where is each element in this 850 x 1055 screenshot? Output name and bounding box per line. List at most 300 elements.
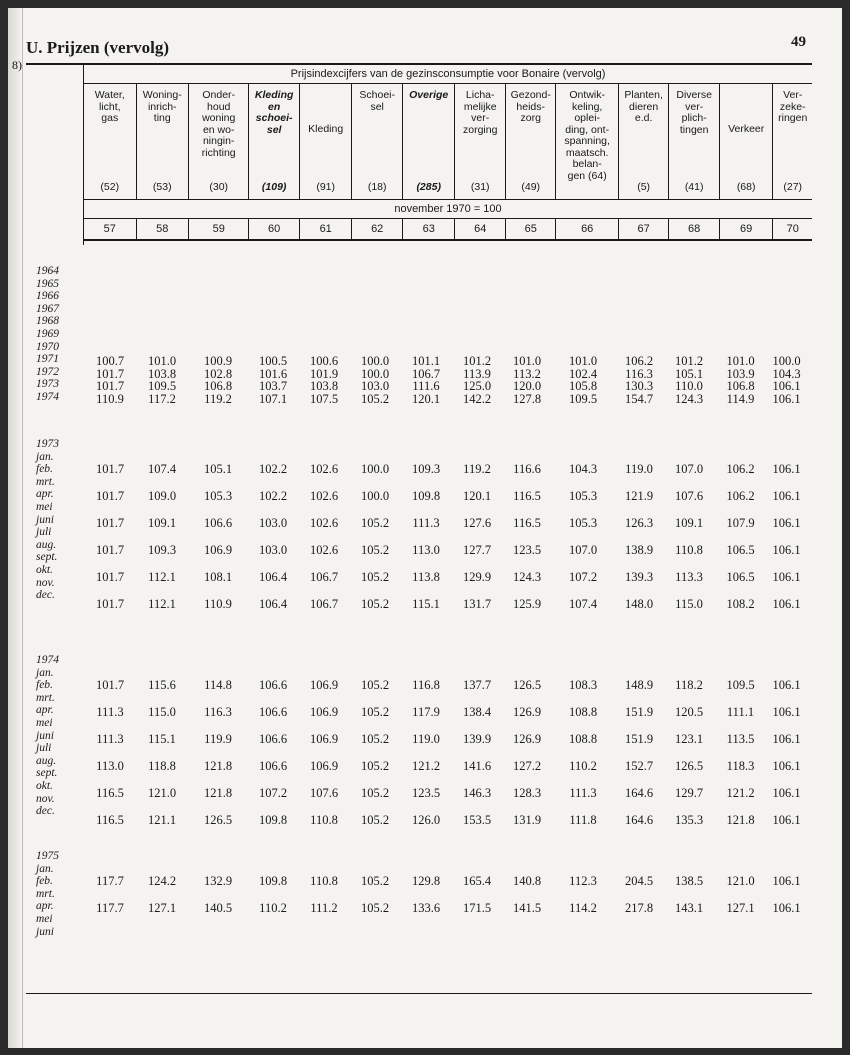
table-cell: 111.6	[412, 379, 440, 394]
table-cell: 127.6	[462, 516, 492, 530]
table-cell: 110.0	[675, 379, 703, 394]
table-cell: 119.2	[463, 462, 491, 476]
table-cell: 118.8	[148, 759, 176, 773]
table-cell: 165.4	[462, 874, 492, 888]
table-cell: 106.9	[309, 732, 339, 746]
table-cell: 102.6	[309, 489, 339, 503]
column-weight: (5)	[637, 180, 651, 193]
table-cell: 109.5	[147, 379, 177, 394]
table-cell: 133.6	[411, 901, 441, 915]
table-cell: 106.7	[309, 597, 339, 611]
column-weight: (109)	[261, 180, 287, 193]
table-cell: 139.9	[462, 732, 492, 746]
table-cell: 109.5	[726, 678, 755, 692]
table-cell: 105.2	[360, 759, 390, 773]
table-cell: 106.6	[258, 759, 288, 773]
table-cell: 131.9	[512, 813, 542, 827]
table-cell: 140.8	[512, 874, 542, 888]
table-cell: 105.2	[360, 732, 390, 746]
table-cell: 125.9	[512, 597, 542, 611]
table-cell: 123.5	[512, 543, 542, 557]
column-header	[189, 84, 249, 199]
table-cell: 115.1	[148, 732, 176, 746]
table-cell: 108.8	[568, 732, 598, 746]
table-cell: 140.5	[203, 901, 233, 915]
table-cell: 106.9	[203, 543, 233, 557]
table-cell: 105.3	[568, 489, 598, 503]
table-cell: 106.5	[726, 543, 755, 557]
table-cell: 107.9	[726, 516, 755, 530]
column-header	[619, 84, 670, 199]
table-cell: 116.5	[96, 813, 124, 827]
table-row	[84, 732, 812, 747]
table-cell: 106.1	[772, 813, 801, 827]
column-weight: (91)	[316, 180, 336, 193]
table-row	[84, 392, 812, 407]
table-cell: 101.2	[674, 354, 704, 368]
table-cell: 124.2	[147, 874, 177, 888]
table-cell: 129.7	[674, 786, 704, 800]
column-number: 60	[249, 219, 300, 239]
column-number: 66	[556, 219, 618, 239]
column-label: Verkeer	[728, 123, 765, 135]
table-cell: 111.2	[310, 901, 338, 915]
table-cell: 148.0	[624, 597, 654, 611]
table-cell: 106.9	[309, 759, 339, 773]
table-cell: 103.9	[726, 366, 755, 381]
page	[8, 8, 842, 1048]
table-cell: 106.1	[772, 462, 801, 476]
column-headers	[84, 84, 812, 200]
table-cell: 106.6	[258, 678, 288, 692]
table-cell: 106.1	[772, 678, 801, 692]
table-cell: 109.1	[147, 516, 177, 530]
table-cell: 142.2	[462, 391, 492, 406]
table-cell: 125.0	[462, 379, 492, 394]
table-cell: 101.2	[462, 354, 492, 368]
table-cell: 111.3	[96, 705, 124, 719]
table-cell: 101.0	[568, 354, 598, 368]
table-cell: 217.8	[624, 901, 654, 915]
table-cell: 100.9	[203, 354, 233, 368]
table-cell: 127.1	[147, 901, 177, 915]
table-cell: 105.2	[360, 705, 390, 719]
table-cell: 109.0	[147, 489, 177, 503]
table-cell: 110.9	[204, 597, 232, 611]
table-cell: 107.2	[568, 570, 598, 584]
table-cell: 113.3	[675, 570, 703, 584]
table-cell: 104.3	[568, 462, 598, 476]
table-cell: 107.6	[674, 489, 704, 503]
table-cell: 114.2	[569, 901, 597, 915]
table-row	[84, 786, 812, 801]
table-cell: 106.1	[772, 732, 801, 746]
table-cell: 127.8	[512, 391, 542, 406]
table-cell: 106.8	[726, 379, 755, 394]
column-header	[773, 84, 812, 199]
table-cell: 109.8	[258, 813, 288, 827]
table-cell: 121.0	[726, 874, 755, 888]
table-cell: 101.0	[512, 354, 542, 368]
column-weight: (18)	[367, 180, 387, 193]
column-header	[403, 84, 456, 199]
table-cell: 100.0	[360, 366, 390, 381]
table-cell: 113.2	[513, 366, 541, 381]
table-cell: 146.3	[462, 786, 492, 800]
table-cell: 100.0	[360, 354, 390, 368]
bottom-rule	[26, 993, 812, 994]
table-header	[84, 65, 812, 241]
table-cell: 106.1	[772, 516, 801, 530]
column-label: Schoei- sel	[359, 89, 395, 113]
table-cell: 108.2	[726, 597, 755, 611]
table-cell: 106.9	[309, 705, 339, 719]
table-cell: 105.2	[360, 516, 390, 530]
table-cell: 123.1	[674, 732, 704, 746]
table-cell: 119.2	[204, 391, 232, 406]
table-cell: 105.2	[360, 543, 390, 557]
table-cell: 126.5	[512, 678, 542, 692]
table-cell: 121.9	[624, 489, 654, 503]
table-cell: 121.0	[147, 786, 177, 800]
table-cell: 101.7	[95, 462, 125, 476]
table-cell: 132.9	[203, 874, 233, 888]
table-cell: 110.9	[96, 391, 124, 406]
column-label: Overige	[409, 89, 449, 101]
column-number: 63	[403, 219, 456, 239]
table-row	[84, 597, 812, 612]
column-header	[249, 84, 300, 199]
table-cell: 100.0	[360, 462, 390, 476]
table-cell: 106.4	[258, 597, 288, 611]
table-cell: 101.7	[95, 366, 125, 381]
table-cell: 113.0	[96, 759, 124, 773]
table-cell: 148.9	[624, 678, 654, 692]
table-cell: 117.9	[412, 705, 440, 719]
table-cell: 126.9	[512, 705, 542, 719]
table-cell: 121.8	[726, 813, 755, 827]
table-cell: 127.7	[462, 543, 492, 557]
table-cell: 115.1	[412, 597, 440, 611]
column-header	[352, 84, 403, 199]
table-cell: 107.1	[258, 391, 288, 406]
table-cell: 100.0	[360, 489, 390, 503]
table-cell: 129.8	[411, 874, 441, 888]
table-cell: 121.2	[726, 786, 755, 800]
column-weight: (53)	[152, 180, 172, 193]
table-cell: 113.5	[726, 732, 755, 746]
table-cell: 107.2	[258, 786, 288, 800]
table-cell: 117.7	[96, 901, 124, 915]
column-weight: (49)	[521, 180, 541, 193]
table-cell: 116.6	[513, 462, 541, 476]
table-cell: 102.8	[203, 366, 233, 381]
table-cell: 119.0	[625, 462, 653, 476]
table-cell: 112.3	[569, 874, 597, 888]
table-cell: 109.8	[258, 874, 288, 888]
table-cell: 101.7	[95, 570, 125, 584]
table-cell: 107.0	[568, 543, 598, 557]
table-cell: 102.6	[309, 543, 339, 557]
column-number: 65	[506, 219, 557, 239]
column-number: 58	[137, 219, 190, 239]
table-cell: 105.1	[674, 366, 704, 381]
table-cell: 101.7	[95, 489, 125, 503]
table-cell: 126.9	[512, 732, 542, 746]
table-cell: 110.8	[310, 813, 338, 827]
column-label: Kleding en schoei- sel	[254, 89, 294, 136]
table-cell: 105.2	[360, 874, 390, 888]
table-cell: 106.6	[258, 705, 288, 719]
table-cell: 118.2	[675, 678, 703, 692]
table-row	[84, 516, 812, 531]
column-weight: (30)	[209, 180, 229, 193]
table-cell: 127.1	[726, 901, 755, 915]
table-cell: 106.1	[772, 379, 801, 394]
column-weight: (27)	[783, 180, 803, 193]
book-spine	[8, 8, 23, 1048]
table-cell: 126.5	[203, 813, 233, 827]
column-label: Ontwik- keling, oplei- ding, ont- spanning, maatsch. belan- gen (64)	[564, 89, 610, 182]
table-cell: 100.7	[95, 354, 125, 368]
table-cell: 121.1	[147, 813, 177, 827]
table-cell: 100.0	[772, 354, 801, 368]
table-cell: 106.2	[726, 489, 755, 503]
table-cell: 103.0	[258, 516, 288, 530]
table-cell: 113.0	[412, 543, 440, 557]
table-cell: 121.8	[203, 759, 233, 773]
period-labels: 1975 jan. feb. mrt. apr. mei juni	[36, 850, 59, 938]
table-cell: 126.3	[624, 516, 654, 530]
table-cell: 106.9	[309, 678, 339, 692]
table-super-title: Prijsindexcijfers van de gezinsconsumptie voor Bonaire (vervolg)	[84, 65, 812, 84]
table-cell: 105.2	[360, 901, 390, 915]
table-cell: 106.1	[772, 759, 801, 773]
table-cell: 107.0	[674, 462, 704, 476]
table-cell: 112.1	[148, 570, 176, 584]
column-header	[455, 84, 506, 199]
margin-mark: 8)	[12, 58, 22, 72]
column-number: 70	[786, 223, 799, 235]
table-cell: 119.0	[412, 732, 440, 746]
table-cell: 102.4	[568, 366, 598, 381]
table-cell: 105.2	[360, 678, 390, 692]
table-cell: 106.7	[309, 570, 339, 584]
table-cell: 106.1	[772, 391, 801, 406]
column-number: 69	[720, 219, 773, 239]
table-cell: 135.3	[674, 813, 704, 827]
table-cell: 102.2	[258, 489, 288, 503]
table-cell: 104.3	[772, 366, 801, 381]
table-cell: 131.7	[462, 597, 492, 611]
column-label: Diverse ver- plich- tingen	[676, 89, 712, 136]
column-weight: (285)	[416, 180, 441, 193]
table-cell: 101.9	[309, 366, 339, 381]
table-cell: 204.5	[624, 874, 654, 888]
table-cell: 123.5	[411, 786, 441, 800]
table-row	[84, 489, 812, 504]
table-cell: 120.1	[462, 489, 492, 503]
table-cell: 105.2	[360, 570, 390, 584]
table-cell: 111.3	[412, 516, 440, 530]
column-label: Kleding	[308, 123, 344, 135]
column-label: Planten, dieren e.d.	[624, 89, 663, 124]
table-cell: 109.3	[411, 462, 441, 476]
column-number: 59	[189, 219, 249, 239]
table-cell: 100.5	[258, 354, 288, 368]
table-cell: 121.2	[411, 759, 441, 773]
column-label: Ver- zeke- ringen	[778, 89, 808, 124]
table-cell: 106.6	[258, 732, 288, 746]
table-cell: 106.7	[411, 366, 441, 381]
table-cell: 106.1	[772, 901, 801, 915]
table-row	[84, 901, 812, 916]
table-cell: 151.9	[624, 705, 654, 719]
table-cell: 124.3	[512, 570, 542, 584]
table-cell: 109.1	[674, 516, 704, 530]
column-number: 57	[84, 219, 137, 239]
table-cell: 105.1	[203, 462, 233, 476]
table-cell: 115.0	[148, 705, 176, 719]
table-cell: 103.0	[258, 543, 288, 557]
table-cell: 106.8	[203, 379, 233, 394]
table-cell: 103.0	[360, 379, 390, 394]
table-cell: 138.5	[674, 874, 704, 888]
column-header	[556, 84, 618, 199]
table-cell: 102.2	[258, 462, 288, 476]
table-row	[84, 462, 812, 477]
table-cell: 105.3	[203, 489, 233, 503]
table-cell: 106.1	[772, 705, 801, 719]
table-cell: 164.6	[624, 813, 654, 827]
table-cell: 109.3	[147, 543, 177, 557]
table-cell: 143.1	[674, 901, 704, 915]
table-cell: 102.6	[309, 462, 339, 476]
table-cell: 120.0	[512, 379, 542, 394]
table-cell: 102.6	[309, 516, 339, 530]
table-cell: 120.5	[674, 705, 704, 719]
table-cell: 107.4	[147, 462, 177, 476]
table-cell: 115.0	[675, 597, 703, 611]
table-cell: 113.8	[412, 570, 440, 584]
column-label: Woning- inrich- ting	[142, 89, 182, 124]
table-cell: 103.8	[147, 366, 177, 381]
table-row	[84, 570, 812, 585]
column-numbers	[84, 219, 812, 241]
table-cell: 110.8	[675, 543, 703, 557]
table-cell: 110.8	[310, 874, 338, 888]
table-row	[84, 874, 812, 889]
column-weight: (68)	[736, 180, 756, 193]
column-number: 64	[455, 219, 506, 239]
column-number: 61	[300, 219, 353, 239]
table-cell: 101.7	[95, 379, 125, 394]
column-header	[720, 84, 773, 199]
table-row	[84, 759, 812, 774]
table-cell: 141.5	[512, 901, 542, 915]
table-cell: 121.8	[203, 786, 233, 800]
table-cell: 105.2	[360, 786, 390, 800]
table-cell: 107.6	[309, 786, 339, 800]
table-cell: 103.8	[309, 379, 339, 394]
table-cell: 106.1	[772, 786, 801, 800]
table-cell: 139.3	[624, 570, 654, 584]
table-cell: 113.9	[463, 366, 491, 381]
column-number: 68	[669, 219, 720, 239]
table-cell: 107.5	[309, 391, 339, 406]
column-label: Water, licht, gas	[94, 89, 125, 124]
annual-year-labels: 1964 1965 1966 1967 1968 1969 1970 1971 1972 1973 1974	[36, 265, 59, 403]
table-cell: 106.4	[258, 570, 288, 584]
table-cell: 106.1	[772, 874, 801, 888]
table-cell: 111.1	[726, 705, 755, 719]
table-cell: 118.3	[726, 759, 755, 773]
table-cell: 116.3	[204, 705, 232, 719]
table-cell: 110.2	[569, 759, 597, 773]
table-cell: 116.5	[513, 489, 541, 503]
column-label: Licha- melijke ver- zorging	[462, 89, 498, 136]
table-cell: 106.1	[772, 543, 801, 557]
column-label: Onder- houd woning en wo- ningin- richting	[201, 89, 236, 159]
table-cell: 101.7	[95, 543, 125, 557]
table-cell: 111.3	[569, 786, 597, 800]
table-cell: 152.7	[624, 759, 654, 773]
table-cell: 117.2	[148, 391, 176, 406]
table-cell: 105.2	[360, 391, 390, 406]
column-header	[506, 84, 557, 199]
column-header	[137, 84, 190, 199]
table-cell: 119.9	[204, 732, 232, 746]
table-cell: 101.6	[258, 366, 288, 381]
column-weight: (31)	[470, 180, 490, 193]
table-cell: 111.8	[569, 813, 597, 827]
table-cell: 117.7	[96, 874, 124, 888]
column-weight: (41)	[684, 180, 704, 193]
table-cell: 128.3	[512, 786, 542, 800]
column-header	[300, 84, 353, 199]
table-cell: 107.4	[568, 597, 598, 611]
table-cell: 171.5	[462, 901, 492, 915]
table-cell: 106.1	[772, 489, 801, 503]
column-weight: (52)	[100, 180, 120, 193]
table-cell: 116.8	[412, 678, 440, 692]
section-title: U. Prijzen (vervolg)	[26, 38, 170, 57]
table-cell: 109.8	[411, 489, 441, 503]
table-cell: 101.7	[95, 597, 125, 611]
column-header	[84, 84, 137, 199]
table-cell: 101.1	[411, 354, 441, 368]
table-cell: 105.8	[568, 379, 598, 394]
table-cell: 101.0	[726, 354, 755, 368]
column-label: Gezond- heids- zorg	[510, 89, 551, 124]
table-cell: 105.2	[360, 597, 390, 611]
table-cell: 106.1	[772, 570, 801, 584]
table-cell: 105.3	[568, 516, 598, 530]
table-cell: 112.1	[148, 597, 176, 611]
column-header	[669, 84, 720, 199]
table-cell: 114.9	[726, 391, 755, 406]
table-cell: 116.5	[96, 786, 124, 800]
table-cell: 106.6	[203, 516, 233, 530]
table-cell: 109.5	[568, 391, 598, 406]
table-cell: 141.6	[462, 759, 492, 773]
table-cell: 106.2	[624, 354, 654, 368]
base-period-label: november 1970 = 100	[84, 200, 812, 219]
table-cell: 164.6	[624, 786, 654, 800]
table-cell: 151.9	[624, 732, 654, 746]
table-cell: 116.3	[625, 366, 653, 381]
table-cell: 127.2	[512, 759, 542, 773]
